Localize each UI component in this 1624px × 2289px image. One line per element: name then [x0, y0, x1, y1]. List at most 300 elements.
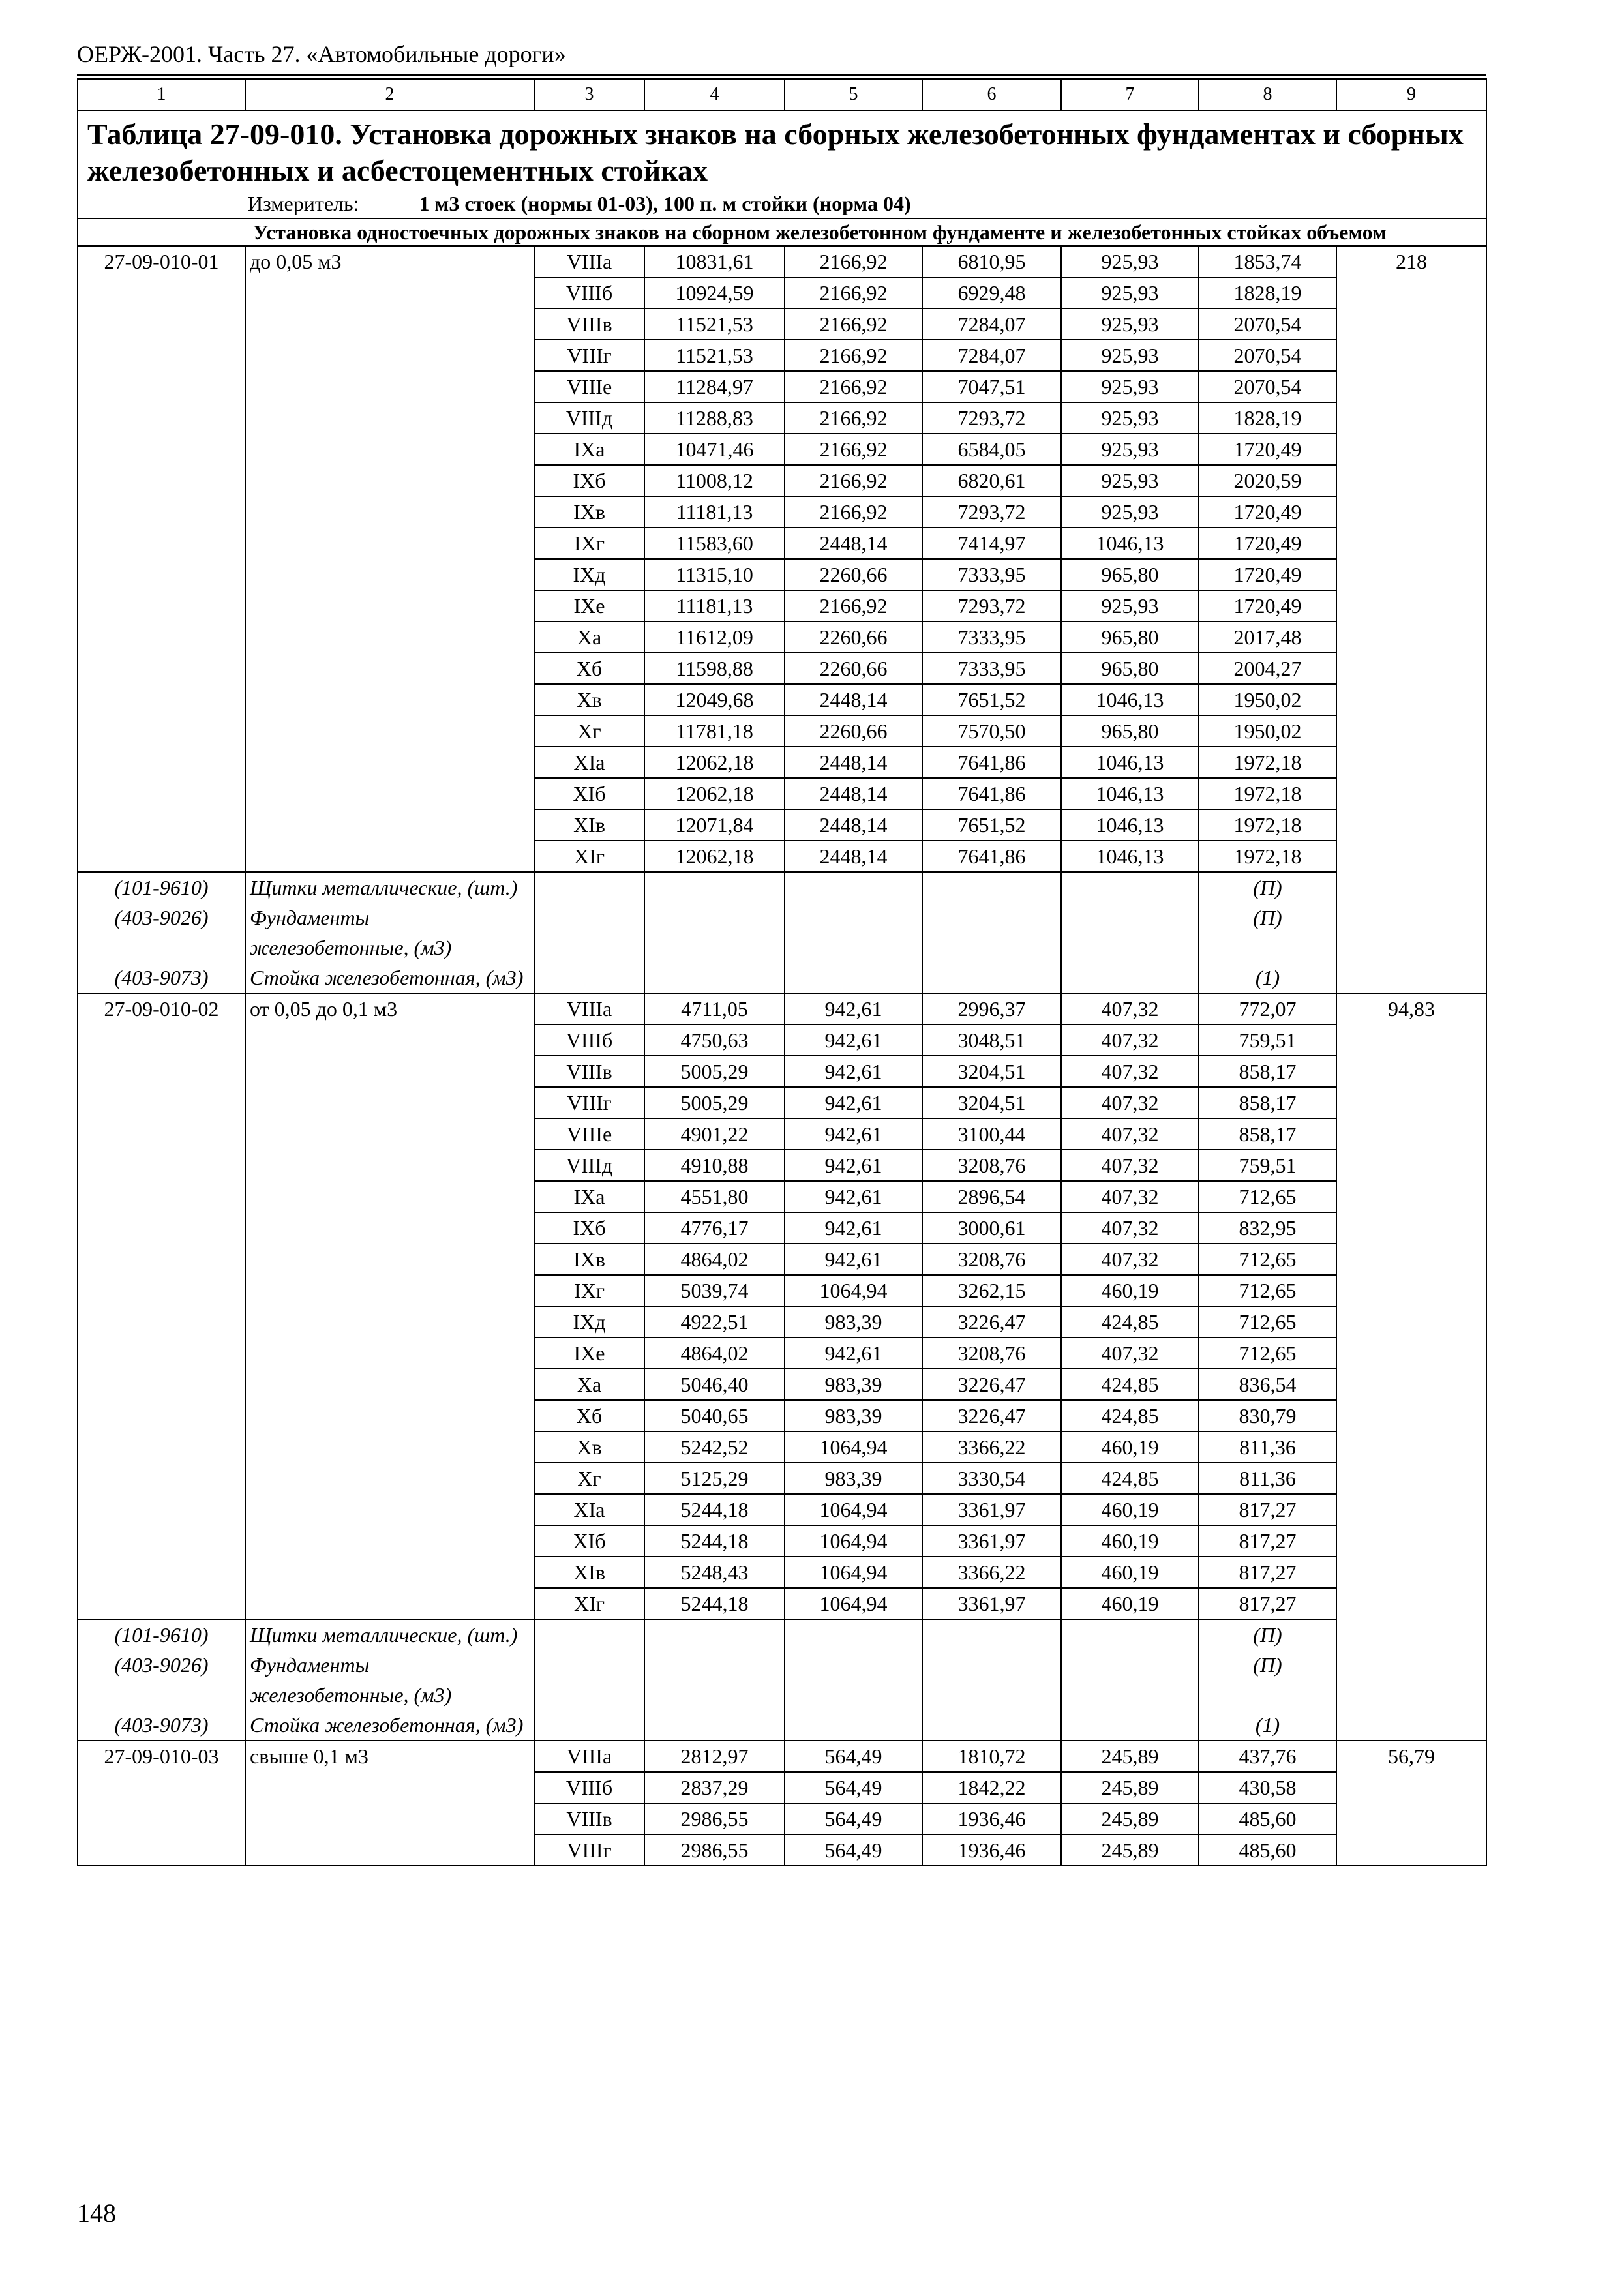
price-cell: 245,89 — [1061, 1834, 1199, 1866]
zone-cell: VIIIг — [534, 1834, 644, 1866]
price-cell: 424,85 — [1061, 1463, 1199, 1494]
zone-cell: XIв — [534, 809, 644, 841]
price-cell: 485,60 — [1199, 1803, 1336, 1834]
page-number: 148 — [77, 2198, 116, 2228]
price-cell: 925,93 — [1061, 340, 1199, 371]
zone-cell: IXд — [534, 1306, 644, 1338]
price-cell: 3361,97 — [922, 1525, 1061, 1557]
empty-cell — [922, 1650, 1061, 1710]
price-cell: 460,19 — [1061, 1525, 1199, 1557]
price-cell: 965,80 — [1061, 653, 1199, 684]
resource-code: (101-9610) — [78, 1619, 245, 1650]
resource-value: (П) — [1199, 903, 1336, 963]
empty-cell — [534, 1619, 644, 1650]
price-cell: 1936,46 — [922, 1834, 1061, 1866]
price-cell: 983,39 — [785, 1463, 922, 1494]
price-cell: 7570,50 — [922, 715, 1061, 747]
header-rule — [77, 74, 1486, 76]
zone-cell: XIг — [534, 841, 644, 872]
column-number: 8 — [1199, 79, 1336, 110]
price-cell: 3208,76 — [922, 1150, 1061, 1181]
price-cell: 1828,19 — [1199, 402, 1336, 434]
price-cell: 4864,02 — [644, 1338, 785, 1369]
price-cell: 983,39 — [785, 1369, 922, 1400]
column-number-row — [78, 79, 1486, 110]
price-cell: 3361,97 — [922, 1494, 1061, 1525]
price-cell: 858,17 — [1199, 1056, 1336, 1087]
price-cell: 6584,05 — [922, 434, 1061, 465]
resource-name: Стойка железобетонная, (м3) — [245, 963, 534, 993]
measurement-value: 1 м3 стоек (нормы 01-03), 100 п. м стойки (норма 04) — [419, 192, 911, 215]
resource-row — [78, 963, 1486, 993]
price-cell: 1064,94 — [785, 1494, 922, 1525]
price-cell: 2166,92 — [785, 308, 922, 340]
price-cell: 4711,05 — [644, 993, 785, 1025]
price-cell: 1720,49 — [1199, 434, 1336, 465]
price-cell: 2986,55 — [644, 1834, 785, 1866]
price-cell: 430,58 — [1199, 1772, 1336, 1803]
price-cell: 7293,72 — [922, 496, 1061, 528]
price-cell: 817,27 — [1199, 1525, 1336, 1557]
price-cell: 942,61 — [785, 1025, 922, 1056]
zone-cell: Xа — [534, 621, 644, 653]
price-cell: 7293,72 — [922, 402, 1061, 434]
price-cell: 858,17 — [1199, 1118, 1336, 1150]
zone-cell: Xа — [534, 1369, 644, 1400]
price-cell: 2166,92 — [785, 402, 922, 434]
empty-cell — [1061, 872, 1199, 903]
resource-code: (403-9026) — [78, 903, 245, 963]
resource-code: (101-9610) — [78, 872, 245, 903]
price-cell: 2260,66 — [785, 559, 922, 590]
price-cell: 712,65 — [1199, 1244, 1336, 1275]
price-cell: 5125,29 — [644, 1463, 785, 1494]
price-cell: 437,76 — [1199, 1741, 1336, 1772]
empty-cell — [1061, 1619, 1199, 1650]
price-cell: 7333,95 — [922, 621, 1061, 653]
price-cell: 925,93 — [1061, 402, 1199, 434]
price-cell: 6929,48 — [922, 277, 1061, 308]
zone-cell: VIIIа — [534, 246, 644, 277]
price-cell: 3366,22 — [922, 1557, 1061, 1588]
price-cell: 1972,18 — [1199, 841, 1336, 872]
price-cell: 7641,86 — [922, 841, 1061, 872]
price-cell: 942,61 — [785, 1181, 922, 1212]
empty-cell — [785, 903, 922, 963]
price-cell: 712,65 — [1199, 1338, 1336, 1369]
price-cell: 11521,53 — [644, 340, 785, 371]
price-cell: 407,32 — [1061, 1087, 1199, 1118]
price-cell: 3226,47 — [922, 1400, 1061, 1431]
price-cell: 407,32 — [1061, 1056, 1199, 1087]
price-cell: 2017,48 — [1199, 621, 1336, 653]
price-cell: 11612,09 — [644, 621, 785, 653]
price-cell: 11781,18 — [644, 715, 785, 747]
zone-cell: IXд — [534, 559, 644, 590]
price-cell: 811,36 — [1199, 1463, 1336, 1494]
price-cell: 712,65 — [1199, 1181, 1336, 1212]
price-cell: 2166,92 — [785, 465, 922, 496]
price-table — [77, 78, 1487, 1866]
table-title: Таблица 27-09-010. Установка дорожных знаков на сборных железобетонных фундаментах и сборных железобетонных и асбестоцементных стойках — [78, 110, 1486, 189]
empty-cell — [644, 1710, 785, 1741]
price-cell: 3262,15 — [922, 1275, 1061, 1306]
empty-cell — [785, 1710, 922, 1741]
price-cell: 1064,94 — [785, 1557, 922, 1588]
price-cell: 925,93 — [1061, 496, 1199, 528]
price-cell: 925,93 — [1061, 590, 1199, 621]
price-cell: 2448,14 — [785, 684, 922, 715]
price-cell: 759,51 — [1199, 1025, 1336, 1056]
zone-cell: Xв — [534, 1431, 644, 1463]
price-cell: 7414,97 — [922, 528, 1061, 559]
column-number: 2 — [245, 79, 534, 110]
resource-row — [78, 1650, 1486, 1710]
price-cell: 942,61 — [785, 1118, 922, 1150]
empty-cell — [644, 1619, 785, 1650]
resource-row — [78, 1619, 1486, 1650]
price-cell: 564,49 — [785, 1803, 922, 1834]
zone-cell: VIIIа — [534, 993, 644, 1025]
price-cell: 11181,13 — [644, 590, 785, 621]
zone-cell: IXб — [534, 1212, 644, 1244]
resource-value: (П) — [1199, 1650, 1336, 1710]
resource-name: Фундаменты железобетонные, (м3) — [245, 903, 534, 963]
resource-value: (П) — [1199, 872, 1336, 903]
price-cell: 1720,49 — [1199, 528, 1336, 559]
price-cell: 11284,97 — [644, 371, 785, 402]
price-cell: 712,65 — [1199, 1275, 1336, 1306]
price-cell: 7641,86 — [922, 747, 1061, 778]
price-cell: 407,32 — [1061, 1025, 1199, 1056]
resource-name: Стойка железобетонная, (м3) — [245, 1710, 534, 1741]
price-cell: 3330,54 — [922, 1463, 1061, 1494]
price-cell: 4864,02 — [644, 1244, 785, 1275]
price-cell: 1936,46 — [922, 1803, 1061, 1834]
price-cell: 407,32 — [1061, 1244, 1199, 1275]
price-cell: 4901,22 — [644, 1118, 785, 1150]
price-cell: 5046,40 — [644, 1369, 785, 1400]
price-cell: 2166,92 — [785, 590, 922, 621]
price-cell: 3208,76 — [922, 1244, 1061, 1275]
price-cell: 3361,97 — [922, 1588, 1061, 1619]
price-cell: 925,93 — [1061, 465, 1199, 496]
price-cell: 925,93 — [1061, 371, 1199, 402]
price-cell: 11315,10 — [644, 559, 785, 590]
price-cell: 3000,61 — [922, 1212, 1061, 1244]
price-cell: 2166,92 — [785, 371, 922, 402]
price-cell: 3048,51 — [922, 1025, 1061, 1056]
price-cell: 942,61 — [785, 1087, 922, 1118]
price-cell: 424,85 — [1061, 1306, 1199, 1338]
price-cell: 1046,13 — [1061, 747, 1199, 778]
price-cell: 1046,13 — [1061, 778, 1199, 809]
price-cell: 965,80 — [1061, 715, 1199, 747]
empty-cell — [534, 903, 644, 963]
resource-code: (403-9073) — [78, 1710, 245, 1741]
price-cell: 5248,43 — [644, 1557, 785, 1588]
resource-name: Фундаменты железобетонные, (м3) — [245, 1650, 534, 1710]
zone-cell: VIIIг — [534, 340, 644, 371]
zone-cell: IXв — [534, 1244, 644, 1275]
price-cell: 1972,18 — [1199, 809, 1336, 841]
empty-cell — [644, 872, 785, 903]
resource-value: (П) — [1199, 1619, 1336, 1650]
price-cell: 407,32 — [1061, 1118, 1199, 1150]
labor-cell: 56,79 — [1336, 1741, 1486, 1866]
price-cell: 3208,76 — [922, 1338, 1061, 1369]
zone-cell: VIIIа — [534, 1741, 644, 1772]
measurement-line — [78, 189, 1486, 218]
price-cell: 3204,51 — [922, 1087, 1061, 1118]
zone-cell: VIIIв — [534, 1056, 644, 1087]
price-cell: 925,93 — [1061, 434, 1199, 465]
price-cell: 5005,29 — [644, 1087, 785, 1118]
price-cell: 1064,94 — [785, 1588, 922, 1619]
price-cell: 2260,66 — [785, 653, 922, 684]
price-cell: 12062,18 — [644, 778, 785, 809]
price-cell: 3100,44 — [922, 1118, 1061, 1150]
price-cell: 811,36 — [1199, 1431, 1336, 1463]
empty-cell — [922, 872, 1061, 903]
price-cell: 7651,52 — [922, 809, 1061, 841]
price-cell: 2837,29 — [644, 1772, 785, 1803]
zone-cell: VIIIе — [534, 1118, 644, 1150]
price-cell: 407,32 — [1061, 1181, 1199, 1212]
zone-cell: IXе — [534, 1338, 644, 1369]
price-cell: 1828,19 — [1199, 277, 1336, 308]
price-cell: 11598,88 — [644, 653, 785, 684]
empty-cell — [1061, 1710, 1199, 1741]
section-subheading: Установка одностоечных дорожных знаков на сборном железобетонном фундаменте и железобетонных стойках объемом — [78, 218, 1486, 246]
price-cell: 817,27 — [1199, 1557, 1336, 1588]
price-cell: 1720,49 — [1199, 496, 1336, 528]
price-cell: 564,49 — [785, 1772, 922, 1803]
empty-cell — [785, 872, 922, 903]
norm-description: свыше 0,1 м3 — [245, 1741, 534, 1866]
column-number: 6 — [922, 79, 1061, 110]
price-cell: 6810,95 — [922, 246, 1061, 277]
price-cell: 12062,18 — [644, 841, 785, 872]
price-cell: 5242,52 — [644, 1431, 785, 1463]
price-cell: 1064,94 — [785, 1431, 922, 1463]
resource-code: (403-9073) — [78, 963, 245, 993]
empty-cell — [922, 1619, 1061, 1650]
price-cell: 836,54 — [1199, 1369, 1336, 1400]
price-cell: 1853,74 — [1199, 246, 1336, 277]
zone-cell: VIIIб — [534, 277, 644, 308]
empty-cell — [644, 903, 785, 963]
price-cell: 2812,97 — [644, 1741, 785, 1772]
price-cell: 817,27 — [1199, 1494, 1336, 1525]
zone-cell: VIIIв — [534, 1803, 644, 1834]
price-cell: 942,61 — [785, 1212, 922, 1244]
norm-description: до 0,05 м3 — [245, 246, 534, 872]
labor-cell: 94,83 — [1336, 993, 1486, 1741]
price-cell: 5244,18 — [644, 1588, 785, 1619]
price-cell: 564,49 — [785, 1741, 922, 1772]
price-cell: 4910,88 — [644, 1150, 785, 1181]
empty-cell — [534, 872, 644, 903]
price-cell: 858,17 — [1199, 1087, 1336, 1118]
price-cell: 1972,18 — [1199, 778, 1336, 809]
zone-cell: IXг — [534, 1275, 644, 1306]
price-cell: 1950,02 — [1199, 684, 1336, 715]
price-cell: 2896,54 — [922, 1181, 1061, 1212]
resource-value: (1) — [1199, 1710, 1336, 1741]
price-cell: 2004,27 — [1199, 653, 1336, 684]
price-cell: 772,07 — [1199, 993, 1336, 1025]
price-cell: 12049,68 — [644, 684, 785, 715]
zone-cell: VIIIв — [534, 308, 644, 340]
price-cell: 2070,54 — [1199, 340, 1336, 371]
empty-cell — [1061, 903, 1199, 963]
empty-cell — [922, 963, 1061, 993]
price-cell: 7333,95 — [922, 559, 1061, 590]
price-cell: 460,19 — [1061, 1557, 1199, 1588]
empty-cell — [1061, 1650, 1199, 1710]
price-cell: 7284,07 — [922, 340, 1061, 371]
zone-cell: XIб — [534, 778, 644, 809]
price-cell: 2166,92 — [785, 434, 922, 465]
table-row — [78, 246, 1486, 277]
zone-cell: XIг — [534, 1588, 644, 1619]
price-cell: 485,60 — [1199, 1834, 1336, 1866]
empty-cell — [534, 963, 644, 993]
norm-description: от 0,05 до 0,1 м3 — [245, 993, 534, 1619]
price-cell: 2260,66 — [785, 621, 922, 653]
price-cell: 2986,55 — [644, 1803, 785, 1834]
column-number: 1 — [78, 79, 245, 110]
price-cell: 564,49 — [785, 1834, 922, 1866]
price-cell: 983,39 — [785, 1400, 922, 1431]
zone-cell: XIа — [534, 1494, 644, 1525]
price-cell: 5244,18 — [644, 1525, 785, 1557]
price-cell: 7284,07 — [922, 308, 1061, 340]
empty-cell — [785, 963, 922, 993]
price-cell: 11521,53 — [644, 308, 785, 340]
price-cell: 11008,12 — [644, 465, 785, 496]
price-cell: 942,61 — [785, 1244, 922, 1275]
price-cell: 817,27 — [1199, 1588, 1336, 1619]
zone-cell: IXг — [534, 528, 644, 559]
price-cell: 925,93 — [1061, 246, 1199, 277]
price-cell: 830,79 — [1199, 1400, 1336, 1431]
empty-cell — [644, 1650, 785, 1710]
price-cell: 2166,92 — [785, 340, 922, 371]
price-cell: 925,93 — [1061, 308, 1199, 340]
zone-cell: Xв — [534, 684, 644, 715]
price-cell: 2448,14 — [785, 528, 922, 559]
zone-cell: XIв — [534, 1557, 644, 1588]
price-cell: 2166,92 — [785, 246, 922, 277]
price-cell: 424,85 — [1061, 1369, 1199, 1400]
price-cell: 2070,54 — [1199, 308, 1336, 340]
price-cell: 4776,17 — [644, 1212, 785, 1244]
column-number: 4 — [644, 79, 785, 110]
empty-cell — [1061, 963, 1199, 993]
price-cell: 407,32 — [1061, 1150, 1199, 1181]
column-number: 5 — [785, 79, 922, 110]
price-cell: 3226,47 — [922, 1306, 1061, 1338]
price-cell: 832,95 — [1199, 1212, 1336, 1244]
column-number: 9 — [1336, 79, 1486, 110]
zone-cell: VIIIд — [534, 402, 644, 434]
zone-cell: Xг — [534, 1463, 644, 1494]
price-cell: 942,61 — [785, 993, 922, 1025]
zone-cell: XIб — [534, 1525, 644, 1557]
column-number: 7 — [1061, 79, 1199, 110]
price-cell: 1810,72 — [922, 1741, 1061, 1772]
price-cell: 942,61 — [785, 1150, 922, 1181]
zone-cell: VIIIе — [534, 371, 644, 402]
price-cell: 942,61 — [785, 1056, 922, 1087]
zone-cell: VIIIг — [534, 1087, 644, 1118]
page-header: ОЕРЖ-2001. Часть 27. «Автомобильные дороги» — [77, 41, 566, 67]
empty-cell — [785, 1619, 922, 1650]
price-cell: 407,32 — [1061, 1338, 1199, 1369]
empty-cell — [534, 1710, 644, 1741]
empty-cell — [922, 1710, 1061, 1741]
price-cell: 460,19 — [1061, 1588, 1199, 1619]
price-cell: 245,89 — [1061, 1741, 1199, 1772]
price-cell: 712,65 — [1199, 1306, 1336, 1338]
price-cell: 942,61 — [785, 1338, 922, 1369]
price-cell: 4750,63 — [644, 1025, 785, 1056]
price-cell: 1046,13 — [1061, 528, 1199, 559]
price-cell: 5040,65 — [644, 1400, 785, 1431]
price-cell: 424,85 — [1061, 1400, 1199, 1431]
price-cell: 3226,47 — [922, 1369, 1061, 1400]
price-cell: 2260,66 — [785, 715, 922, 747]
price-cell: 10924,59 — [644, 277, 785, 308]
price-cell: 1720,49 — [1199, 559, 1336, 590]
zone-cell: IXе — [534, 590, 644, 621]
price-cell: 12071,84 — [644, 809, 785, 841]
price-cell: 1064,94 — [785, 1275, 922, 1306]
norm-code: 27-09-010-03 — [78, 1741, 245, 1866]
price-cell: 11181,13 — [644, 496, 785, 528]
price-cell: 2166,92 — [785, 277, 922, 308]
price-cell: 1720,49 — [1199, 590, 1336, 621]
price-cell: 2448,14 — [785, 747, 922, 778]
price-cell: 2448,14 — [785, 809, 922, 841]
zone-cell: Xг — [534, 715, 644, 747]
column-number: 3 — [534, 79, 644, 110]
price-cell: 1046,13 — [1061, 809, 1199, 841]
price-cell: 1972,18 — [1199, 747, 1336, 778]
price-cell: 460,19 — [1061, 1275, 1199, 1306]
price-cell: 2996,37 — [922, 993, 1061, 1025]
zone-cell: XIа — [534, 747, 644, 778]
price-cell: 925,93 — [1061, 277, 1199, 308]
zone-cell: IXа — [534, 434, 644, 465]
zone-cell: Xб — [534, 653, 644, 684]
price-cell: 4922,51 — [644, 1306, 785, 1338]
price-cell: 5005,29 — [644, 1056, 785, 1087]
price-cell: 1064,94 — [785, 1525, 922, 1557]
empty-cell — [534, 1650, 644, 1710]
price-cell: 245,89 — [1061, 1803, 1199, 1834]
price-cell: 460,19 — [1061, 1494, 1199, 1525]
price-cell: 1842,22 — [922, 1772, 1061, 1803]
zone-cell: VIIIб — [534, 1772, 644, 1803]
price-cell: 7047,51 — [922, 371, 1061, 402]
resource-row — [78, 872, 1486, 903]
price-cell: 7293,72 — [922, 590, 1061, 621]
price-cell: 10471,46 — [644, 434, 785, 465]
price-cell: 11583,60 — [644, 528, 785, 559]
